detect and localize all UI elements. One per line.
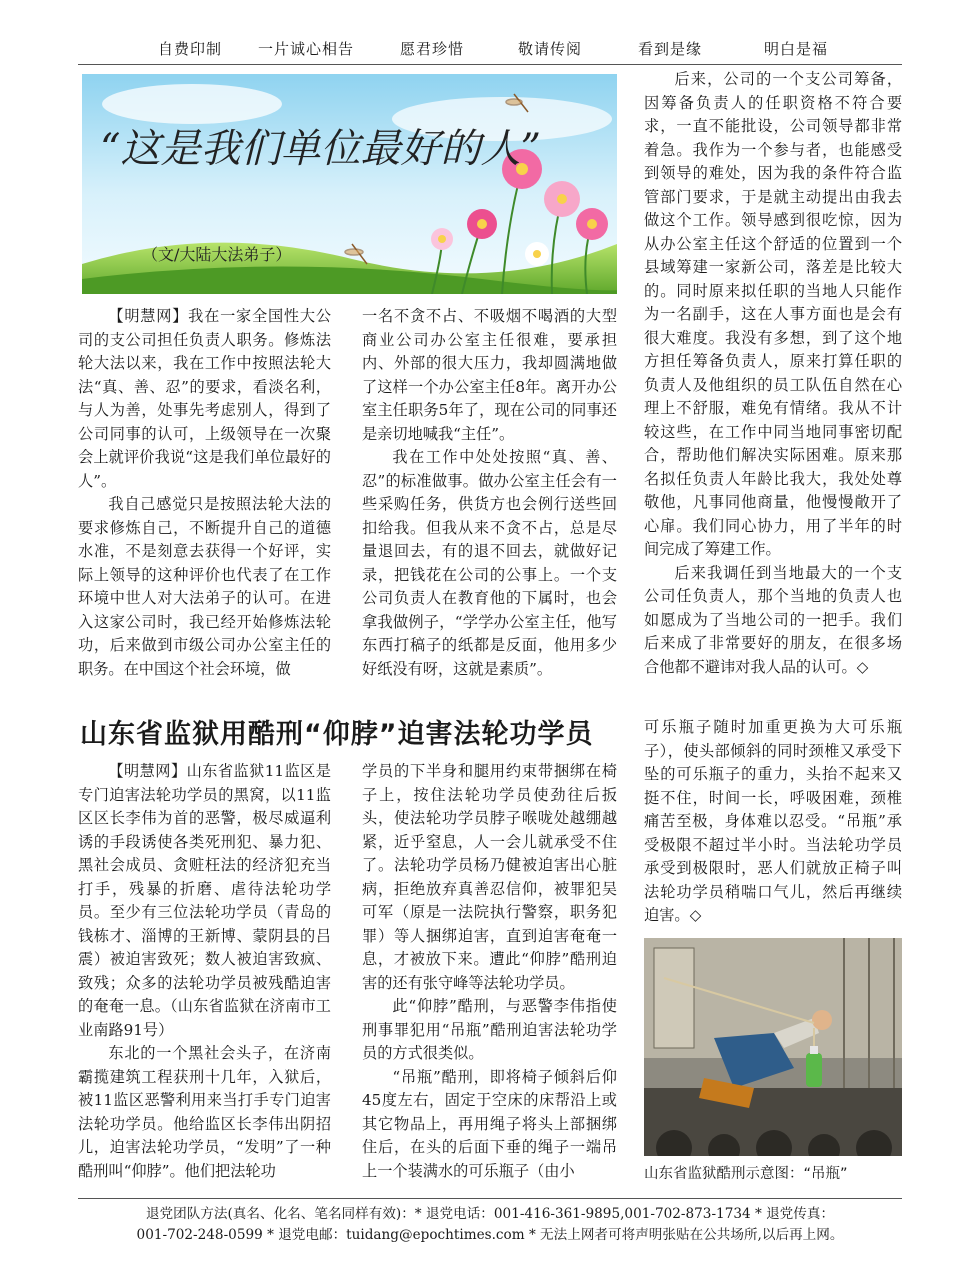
slogan: 看到是缘 (638, 40, 703, 58)
paragraph: 学员的下半身和腿用约束带捆绑在椅子上，按住法轮功学员使劲往后扳头，使法轮功学员脖子喉咙处越绷越紧，近乎窒息，人一会儿就承受不住了。法轮功学员杨乃健被迫害出心脏病，拒绝放弃真善忍信仰，被罪犯吴可军（原是一法院执行警察，职务犯罪）等人捆绑迫害，直到迫害奄奄一息，才被放下来。遭此“仰脖”酷刑迫害的还有张守峰等法轮功学员。 (362, 762, 617, 992)
illustration-caption: 山东省监狱酷刑示意图：“吊瓶” (644, 1166, 848, 1182)
article-banner (82, 74, 617, 294)
header-rule (78, 64, 902, 65)
paragraph: 我自己感觉只是按照法轮大法的要求修炼自己，不断提升自己的道德水准，不是刻意去获得一个好评，实际上领导的这种评价也代表了在工作环境中世人对大法弟子的认可。在进入这家公司时，我已经开始修炼法轮功，后来做到市级公司办公室主任的职务。在中国这个社会环境，做 (78, 495, 331, 678)
paragraph: 此“仰脖”酷刑，与恶警李伟指使刑事罪犯用“吊瓶”酷刑迫害法轮功学员的方式很类似。 (362, 997, 617, 1062)
paragraph: 后来，公司的一个支公司筹备，因筹备负责人的任职资格不符合要求，一直不能批设，公司领导都非常着急。我作为一个参与者，也能感受到领导的难处，因为我的条件符合监管部门要求，于是就主动提出由我去做这个工作。领导感到很吃惊，因为从办公室主任这个舒适的位置到一个县域筹建一家新公司，落差是比较大的。同时原来拟任职的当地人只能作为一名副手，这在人事方面也是会有很大难度。我没有多想，到了这个地方担任筹备负责人，原来打算任职的负责人及他组织的员工队伍自然在心理上不舒服，难免有情绪。我从不计较这些，在工作中同当地同事密切配合，帮助他们解决实际困难。原来那名拟任负责人年龄比我大，我处处尊敬他，凡事同他商量，他慢慢敞开了心扉。我们同心协力，用了半年的时间完成了筹建工作。 (644, 70, 902, 558)
article2-column-3 (644, 716, 902, 928)
torture-illustration (644, 938, 902, 1156)
slogan: 敬请传阅 (518, 40, 583, 58)
slogan: 愿君珍惜 (400, 40, 465, 58)
paragraph: 【明慧网】我在一家全国性大公司的支公司担任负责人职务。修炼法轮大法以来，我在工作中按照法轮大法“真、善、忍”的要求，看淡名利，与人为善，处事先考虑别人，得到了公司同事的认可，上级领导在一次聚会上就评价我说“这是我们单位最好的人”。 (78, 307, 331, 490)
paragraph: 可乐瓶子随时加重更换为大可乐瓶子），使头部倾斜的同时颈椎又承受下坠的可乐瓶子的重力，头抬不起来又挺不住，时间一长，呼吸困难，颈椎痛苦至极，身体难以忍受。“吊瓶”承受极限不超过半小时。当法轮功学员承受到极限时，恶人们就放正椅子叫法轮功学员稍喘口气儿，然后再继续迫害。◇ (644, 718, 902, 924)
banner-illustration (82, 74, 617, 294)
paragraph: 后来我调任到当地最大的一个支公司任负责人，那个当地的负责人也如愿成为了当地公司的一把手。我们后来成了非常要好的朋友，在很多场合他都不避讳对我人品的认可。◇ (644, 563, 902, 676)
article2-column-1 (78, 760, 331, 1183)
article-byline: （文/大陆大法弟子） (142, 245, 292, 264)
article-title: “这是我们单位最好的人” (100, 126, 541, 172)
paragraph: “吊瓶”酷刑，即将椅子倾斜后仰45度左右，固定于空床的床帮沿上或其它物品上，再用绳子将头上部捆绑住后，在头的后面下垂的绳子一端吊上一个装满水的可乐瓶子（由小 (362, 1067, 617, 1180)
paragraph: 【明慧网】山东省监狱11监区是专门迫害法轮功学员的黑窝，以11监区区长李伟为首的恶警，极尽威逼利诱的手段诱使各类死刑犯、暴力犯、黑社会成员、贪赃枉法的经济犯充当打手，残暴的折磨、虐待法轮功学员。至少有三位法轮功学员（青岛的钱栋才、淄博的王新博、蒙阴县的吕震）被迫害致死；数人被迫害致疯、致残；众多的法轮功学员被残酷迫害的奄奄一息。（山东省监狱在济南市工业南路91号） (78, 762, 331, 1039)
slogan: 一片诚心相告 (258, 40, 355, 58)
illustration-image (644, 938, 902, 1156)
footer-rule (78, 1198, 902, 1199)
paragraph: 一名不贪不占、不吸烟不喝酒的大型商业公司办公室主任很难，要承担内、外部的很大压力，我却圆满地做了这样一个办公室主任8年。离开办公室主任职务5年了，现在公司的同事还是亲切地喊我“主任”。 (362, 307, 617, 443)
article2-column-2 (362, 760, 617, 1183)
footer-line: 001-702-248-0599 * 退党电邮：tuidang@epochtimes.com * 无法上网者可将声明张贴在公共场所,以后再上网。 (136, 1227, 844, 1243)
footer (78, 1204, 902, 1246)
slogan: 自费印制 (158, 40, 223, 58)
paragraph: 东北的一个黑社会头子，在济南霸揽建筑工程获刑十几年，入狱后，被11监区恶警利用来当打手专门迫害法轮功学员。他给监区长李伟出阴招儿，迫害法轮功学员，“发明”了一种酷刑叫“仰脖”。他们把法轮功 (78, 1044, 331, 1180)
slogan: 明白是福 (764, 40, 829, 58)
article1-column-2 (362, 305, 617, 681)
article2-headline: 山东省监狱用酷刑“仰脖”迫害法轮功学员 (80, 719, 594, 750)
footer-line: 退党团队方法(真名、化名、笔名同样有效)：* 退党电话：001-416-361-9895,001-702-873-1734 * 退党传真： (145, 1206, 835, 1222)
paragraph: 我在工作中处处按照“真、善、忍”的标准做事。做办公室主任会有一些采购任务，供货方也会例行送些回扣给我。但我从来不贪不占，总是尽量退回去，有的退不回去，就做好记录，把钱花在公司的公事上。一个支公司负责人在教育他的下属时，也会拿我做例子，“学学办公室主任，他写东西打稿子的纸都是反面，他用多少好纸没有呀，这就是素质”。 (362, 448, 617, 678)
article1-column-3 (644, 68, 902, 679)
article1-column-1 (78, 305, 331, 681)
header-slogans (78, 38, 902, 64)
